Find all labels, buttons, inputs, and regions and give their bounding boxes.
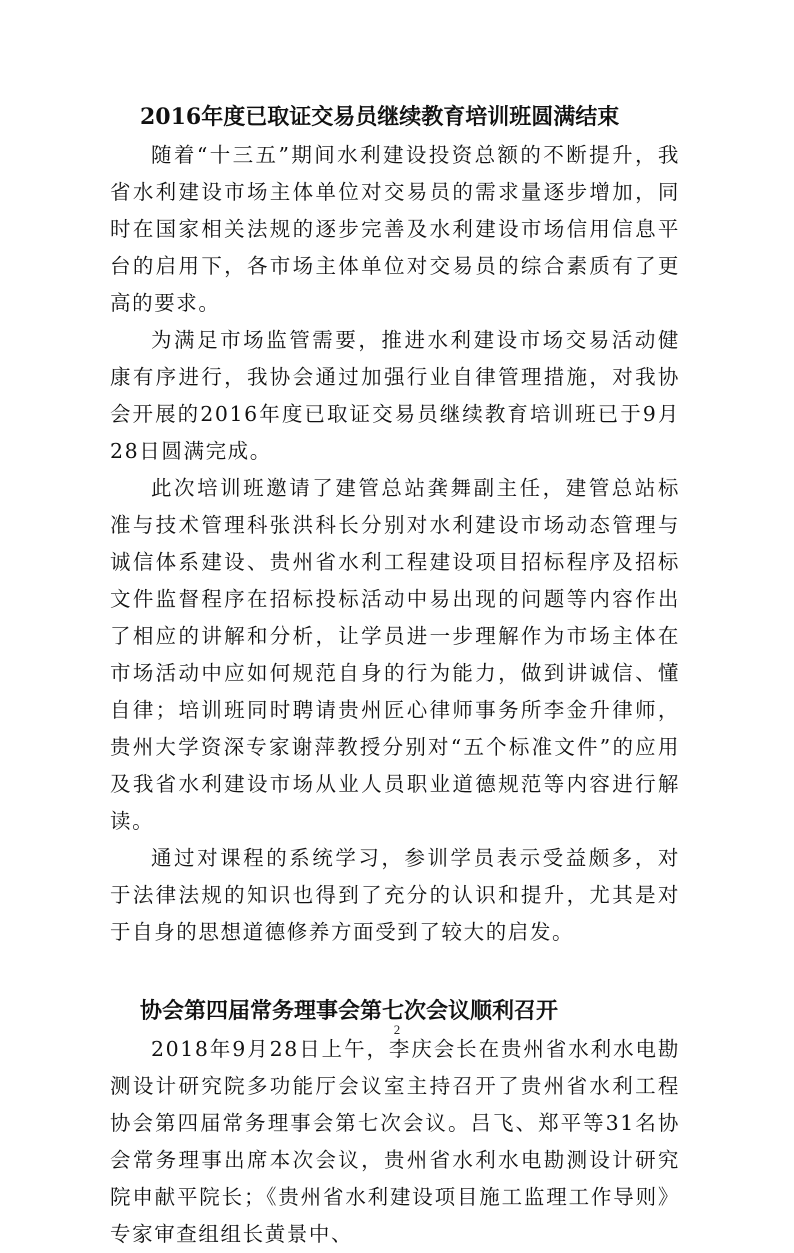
article-paragraph: 2018年9月28日上午，李庆会长在贵州省水利水电勘测设计研究院多功能厅会议室主持召开了贵州省水利工程协会第四届常务理事会第七次会议。吕飞、郑平等31名协会常务理事出席本次会议，贵州省水利水电勘测设计研究院申献平院长；《贵州省水利建设项目施工监理工作导则》专家审查组组长黄景中、	[110, 1037, 680, 1246]
article-paragraph: 为满足市场监管需要，推进水利建设市场交易活动健康有序进行，我协会通过加强行业自律管理措施，对我协会开展的2016年度已取证交易员继续教育培训班已于9月28日圆满完成。	[110, 328, 680, 463]
article-paragraph: 通过对课程的系统学习，参训学员表示受益颇多，对于法律法规的知识也得到了充分的认识和提升，尤其是对于自身的思想道德修养方面受到了较大的启发。	[110, 846, 680, 944]
section-spacer	[110, 951, 680, 991]
article-paragraph: 此次培训班邀请了建管总站龚舞副主任，建管总站标准与技术管理科张洪科长分别对水利建设市场动态管理与诚信体系建设、贵州省水利工程建设项目招标程序及招标文件监督程序在招标投标活动中易出现的问题等内容作出了相应的讲解和分析，让学员进一步理解作为市场主体在市场活动中应如何规范自身的行为能力，做到讲诚信、懂自律；培训班同时聘请贵州匠心律师事务所李金升律师，贵州大学资深专家谢萍教授分别对“五个标准文件”的应用及我省水利建设市场从业人员职业道德规范等内容进行解读。	[110, 476, 680, 833]
article-paragraph: 随着“十三五”期间水利建设投资总额的不断提升，我省水利建设市场主体单位对交易员的需求量逐步增加，同时在国家相关法规的逐步完善及水利建设市场信用信息平台的启用下，各市场主体单位对交易员的综合素质有了更高的要求。	[110, 143, 680, 315]
page-content	[110, 97, 680, 1253]
article-title: 2016年度已取证交易员继续教育培训班圆满结束	[140, 104, 620, 130]
article-title: 协会第四届常务理事会第七次会议顺利召开	[140, 998, 559, 1024]
page-number: 2	[393, 1022, 401, 1037]
article-training-completed	[110, 97, 680, 951]
